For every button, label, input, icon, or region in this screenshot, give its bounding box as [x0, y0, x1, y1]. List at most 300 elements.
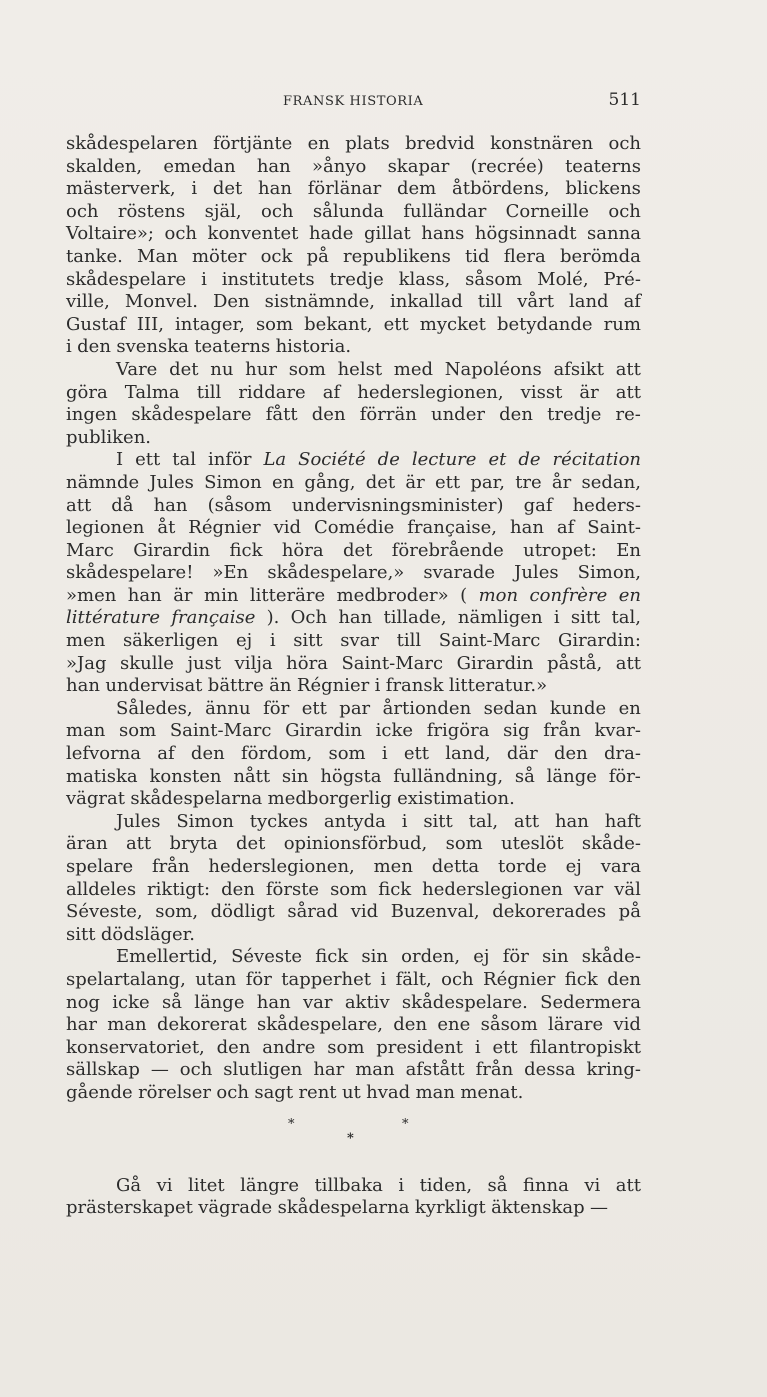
word: högsta	[320, 765, 382, 787]
word: Buzenval,	[390, 901, 480, 923]
word: dödligt	[210, 901, 275, 923]
word: tal,	[611, 607, 641, 629]
word: som,	[155, 901, 199, 923]
word: och	[164, 223, 198, 245]
word: till	[196, 381, 222, 403]
word: från	[475, 1059, 514, 1081]
word: Monvel.	[124, 291, 198, 313]
word: och	[608, 133, 641, 154]
word: française,	[407, 517, 498, 539]
word: påstå,	[547, 652, 603, 674]
word: vid	[613, 1014, 641, 1036]
running-title: FRANSK HISTORIA	[283, 94, 424, 109]
word: Den	[212, 291, 250, 313]
word: länge	[194, 991, 245, 1013]
word: det	[212, 178, 243, 200]
word: dekorerat	[156, 1014, 247, 1036]
word: till	[396, 630, 422, 652]
word: den	[553, 743, 588, 765]
word: Séveste,	[66, 901, 143, 923]
word: Corneille	[505, 200, 590, 222]
word: åt	[157, 517, 176, 539]
word: medborgerlig	[267, 788, 392, 810]
word: den	[607, 968, 641, 990]
word: dem	[396, 178, 437, 200]
word: sagt	[254, 1081, 294, 1103]
word: icke	[112, 991, 150, 1013]
word: skulle	[120, 652, 174, 674]
word: ett	[383, 313, 409, 335]
text-line	[66, 1197, 641, 1220]
word: årtionden	[382, 697, 472, 719]
word: historia.	[275, 336, 352, 358]
word: ock	[260, 245, 293, 267]
word: intager,	[175, 313, 245, 335]
word: ej	[565, 856, 582, 877]
word: är	[579, 381, 599, 403]
word: française	[171, 607, 256, 629]
word: och	[441, 968, 474, 990]
word: det	[169, 358, 199, 380]
word: fick	[229, 539, 263, 561]
word: vägrade	[198, 1197, 273, 1219]
word: sårad	[287, 901, 339, 923]
word: Talma	[124, 381, 180, 403]
word: Marc	[66, 539, 114, 561]
word: i	[201, 268, 207, 290]
word: tredje	[329, 268, 384, 290]
word: i	[398, 1174, 405, 1196]
word: alldeles	[66, 878, 137, 900]
word: väl	[614, 878, 641, 900]
word: den	[216, 1036, 251, 1058]
word: skalden,	[66, 155, 143, 177]
word: Régnier	[483, 968, 556, 990]
word: under	[430, 404, 485, 426]
word: plats	[345, 133, 390, 154]
word: år	[551, 471, 572, 493]
word: förlänar	[307, 178, 382, 200]
word: höra	[286, 652, 328, 674]
text-line	[66, 404, 641, 427]
word: andre	[262, 1036, 316, 1058]
word: Således,	[116, 697, 193, 719]
word: kunde	[549, 697, 607, 719]
word: vara	[600, 856, 641, 877]
word: fick	[564, 968, 598, 990]
word: spelare	[66, 856, 134, 877]
word: récitation	[552, 449, 641, 471]
text-line	[66, 449, 641, 472]
text-line	[66, 833, 641, 856]
text-line	[66, 675, 641, 698]
word: par,	[470, 471, 505, 493]
word: de	[518, 449, 541, 471]
word: sin	[542, 946, 569, 968]
word: Napoléons	[444, 358, 542, 380]
word: bättre	[207, 675, 264, 697]
word: rörelser	[138, 1081, 212, 1103]
word: som	[288, 358, 326, 380]
word: land	[568, 291, 609, 313]
word: littérature	[66, 607, 161, 629]
word: var	[303, 991, 333, 1013]
word: Gå	[116, 1174, 142, 1196]
word: La	[263, 449, 287, 471]
word: vilja	[234, 652, 273, 674]
word: Société	[298, 449, 366, 471]
word: tapperhet	[281, 968, 372, 990]
word: vårt	[517, 291, 554, 313]
word: skådespelarna	[277, 1197, 410, 1219]
word: på	[618, 901, 641, 923]
word: men	[66, 630, 106, 652]
word: Girardin	[133, 539, 211, 561]
word: matiska	[66, 765, 138, 787]
word: som	[119, 720, 157, 742]
word: ett	[135, 449, 161, 471]
word: legionen	[66, 517, 145, 539]
word: menat.	[460, 1081, 524, 1103]
word: hvad	[366, 1081, 411, 1103]
text-line	[66, 879, 641, 902]
word: sig	[503, 720, 530, 742]
text-line	[66, 382, 641, 405]
word: för	[502, 946, 529, 968]
word: tanke.	[66, 245, 123, 267]
word: af	[556, 517, 575, 539]
word: konsten	[149, 765, 222, 787]
word: tredje	[547, 404, 602, 426]
word: riddare	[238, 381, 306, 403]
word: hederslegionen,	[208, 856, 355, 877]
word: och	[608, 200, 641, 222]
word: han	[338, 607, 373, 629]
text-line	[66, 1082, 641, 1105]
text-line	[66, 495, 641, 518]
word: Saint-	[587, 517, 641, 539]
word: Simon,	[577, 562, 641, 584]
word: på	[306, 245, 329, 267]
text-line	[66, 1175, 641, 1198]
word: göra	[66, 381, 108, 403]
word: III,	[136, 313, 164, 335]
word: land,	[445, 743, 491, 765]
text-line	[66, 946, 641, 969]
word: nämligen	[457, 607, 543, 629]
word: Saint-Marc	[169, 720, 272, 742]
word: —	[150, 1059, 169, 1081]
word: en	[618, 584, 641, 606]
word: en	[307, 133, 330, 154]
word: fulländar	[403, 200, 487, 222]
word: sällskap	[66, 1059, 140, 1081]
word: et	[488, 449, 507, 471]
word: Jules	[514, 562, 559, 584]
word: re-	[615, 404, 641, 426]
word: i	[269, 630, 276, 652]
word: dra-	[603, 743, 641, 765]
word: sitt	[66, 923, 96, 945]
word: skådespelare	[66, 268, 187, 290]
word: sitt	[293, 630, 323, 652]
word: han	[256, 991, 291, 1013]
word: skådespelare,	[257, 1014, 383, 1036]
text-line	[66, 562, 641, 585]
word: Emellertid,	[116, 946, 218, 968]
word: Saint-Marc	[438, 630, 541, 652]
word: fick	[378, 878, 412, 900]
text-line	[66, 698, 641, 721]
word: skådespelare!	[66, 562, 194, 584]
text-line	[66, 517, 641, 540]
word: man	[355, 1059, 395, 1081]
word: han	[153, 494, 188, 516]
word: kring-	[586, 1059, 641, 1081]
word: det	[365, 471, 396, 493]
word: han	[256, 155, 291, 177]
word: åtbördens,	[451, 178, 550, 200]
word: att	[615, 358, 641, 380]
word: ej	[473, 946, 490, 968]
word: utropet:	[523, 539, 597, 561]
word: hur	[245, 358, 277, 380]
word: detta	[431, 856, 480, 877]
word: publiken.	[66, 426, 152, 448]
word: vid	[273, 517, 302, 539]
word: blickens	[565, 178, 641, 200]
word: Saint-Marc	[341, 652, 444, 674]
text-line	[66, 743, 641, 766]
word: nog	[66, 991, 100, 1013]
text-line	[66, 427, 641, 450]
word: »men	[66, 584, 117, 606]
word: i	[553, 607, 560, 629]
word: förebrående	[391, 539, 504, 561]
word: confrère	[529, 584, 608, 606]
word: aktiv	[344, 991, 390, 1013]
word: prästerskapet	[66, 1197, 193, 1219]
word: gaf	[523, 494, 553, 516]
word: vi	[584, 1174, 601, 1196]
word: klass,	[398, 268, 451, 290]
word: den	[77, 336, 111, 358]
word: att	[615, 1174, 641, 1196]
word: bekant,	[304, 313, 373, 335]
word: lecture	[411, 449, 477, 471]
word: ett	[492, 1036, 518, 1058]
word: riktigt:	[147, 878, 211, 900]
word: ett	[301, 697, 327, 719]
word: lärare	[548, 1014, 604, 1036]
word: som	[327, 1036, 365, 1058]
word: har	[66, 1014, 97, 1036]
word: helst	[337, 358, 383, 380]
word: äran	[66, 833, 108, 855]
word: i	[380, 968, 387, 990]
word: sedan,	[581, 471, 641, 493]
word: fick	[315, 946, 349, 968]
text-line	[66, 856, 641, 879]
word: (	[460, 584, 468, 606]
word: undervisat	[105, 675, 203, 697]
word: »En	[212, 562, 249, 584]
word: svar	[340, 630, 380, 652]
text-line	[66, 1037, 641, 1060]
word: lefvorna	[66, 743, 142, 765]
word: heders-	[572, 494, 641, 516]
word: Molé,	[537, 268, 589, 290]
word: Sedermera	[540, 991, 641, 1013]
word: då	[111, 494, 134, 516]
word: Pré-	[603, 268, 641, 290]
word: slutligen	[223, 1059, 303, 1081]
word: konstnären	[490, 133, 594, 154]
word: Girardin	[285, 720, 363, 742]
word: hans	[421, 223, 465, 245]
word: tal	[172, 449, 196, 471]
word: af	[157, 743, 175, 765]
word: fördom,	[240, 743, 313, 765]
word: mycket	[419, 313, 486, 335]
word: att	[66, 494, 92, 516]
word: han	[258, 178, 292, 200]
word: rum	[603, 313, 641, 335]
text-line	[66, 246, 641, 269]
word: den	[393, 1014, 428, 1036]
word: icke	[375, 720, 414, 742]
word: och	[260, 200, 294, 222]
word: medbroder»	[336, 584, 449, 606]
word: Och	[290, 607, 328, 629]
word: som	[445, 833, 483, 855]
text-line	[66, 359, 641, 382]
word: han	[554, 810, 589, 832]
word: kvar-	[594, 720, 641, 742]
word: Comédie	[314, 517, 395, 539]
word: dessa	[524, 1059, 576, 1081]
word: än	[269, 675, 292, 697]
word: skådespelare.	[401, 991, 528, 1013]
word: och	[216, 1081, 249, 1103]
word: Régnier	[296, 675, 370, 697]
word: Voltaire»;	[66, 223, 154, 245]
word: filantropiskt	[529, 1036, 641, 1058]
word: En	[616, 539, 641, 561]
word: bredvid	[405, 133, 475, 154]
word: ene	[437, 1014, 471, 1036]
word: Jules	[116, 810, 161, 832]
word: den	[190, 743, 225, 765]
word: det	[235, 833, 266, 855]
word: och	[179, 1059, 213, 1081]
word: ingen	[66, 404, 118, 426]
text-line	[66, 992, 641, 1015]
word: själ,	[204, 200, 242, 222]
word: konventet	[207, 223, 299, 245]
text-line	[66, 653, 641, 676]
word: de	[377, 449, 400, 471]
word: tid	[465, 245, 490, 267]
page-header	[0, 88, 767, 118]
word: ).	[266, 607, 280, 629]
word: Jules	[149, 471, 194, 493]
section-ornament	[66, 1105, 641, 1175]
word: nämnde	[66, 471, 140, 493]
word: den	[221, 878, 255, 900]
word: inkallad	[389, 291, 463, 313]
word: ett	[434, 471, 461, 493]
word: man	[415, 1081, 455, 1103]
word: var	[573, 878, 604, 900]
word: svenska	[116, 336, 189, 358]
word: att	[615, 652, 641, 674]
word: litteräre	[249, 584, 326, 606]
text-line	[66, 1014, 641, 1037]
word: sistnämnde,	[264, 291, 375, 313]
word: Man	[137, 245, 178, 267]
word: nu	[210, 358, 234, 380]
word: hade	[308, 223, 354, 245]
word: för	[245, 968, 272, 990]
word: utan	[195, 968, 237, 990]
text-line	[66, 720, 641, 743]
word: längre	[240, 1174, 299, 1196]
word: att	[125, 833, 152, 855]
word: frigöra	[426, 720, 490, 742]
word: ville,	[66, 291, 110, 313]
text-line	[66, 585, 641, 608]
word: så	[487, 1174, 508, 1196]
word: i	[381, 743, 388, 765]
word: »Jag	[66, 652, 107, 674]
word: Girardin	[456, 652, 534, 674]
word: nått	[233, 765, 271, 787]
word: orden,	[401, 946, 461, 968]
word: förrän	[359, 404, 417, 426]
word: finna	[522, 1174, 569, 1196]
text-line	[66, 269, 641, 292]
word: det	[342, 539, 373, 561]
word: Séveste	[231, 946, 302, 968]
word: (såsom	[207, 494, 272, 516]
word: är	[405, 471, 425, 493]
word: fått	[265, 404, 298, 426]
word: bryta	[169, 833, 218, 855]
word: spelartalang,	[66, 968, 186, 990]
word: den	[499, 404, 533, 426]
word: sanna	[587, 223, 641, 245]
word: —	[590, 1197, 609, 1219]
word: i	[374, 675, 381, 697]
text-line	[66, 924, 641, 947]
word: högsinnadt	[474, 223, 577, 245]
text-line	[66, 201, 641, 224]
word: till	[477, 291, 503, 313]
word: just	[187, 652, 222, 674]
word: Vare	[116, 358, 158, 380]
word: i	[474, 1036, 481, 1058]
word: Régnier	[188, 517, 261, 539]
asterism-star: *	[288, 1116, 295, 1132]
word: gång,	[304, 471, 356, 493]
word: kyrkligt	[414, 1197, 486, 1219]
text-line	[66, 472, 641, 495]
word: har	[313, 1059, 345, 1081]
word: uteslöt	[501, 833, 564, 855]
word: rent	[298, 1081, 337, 1103]
word: i	[401, 810, 408, 832]
